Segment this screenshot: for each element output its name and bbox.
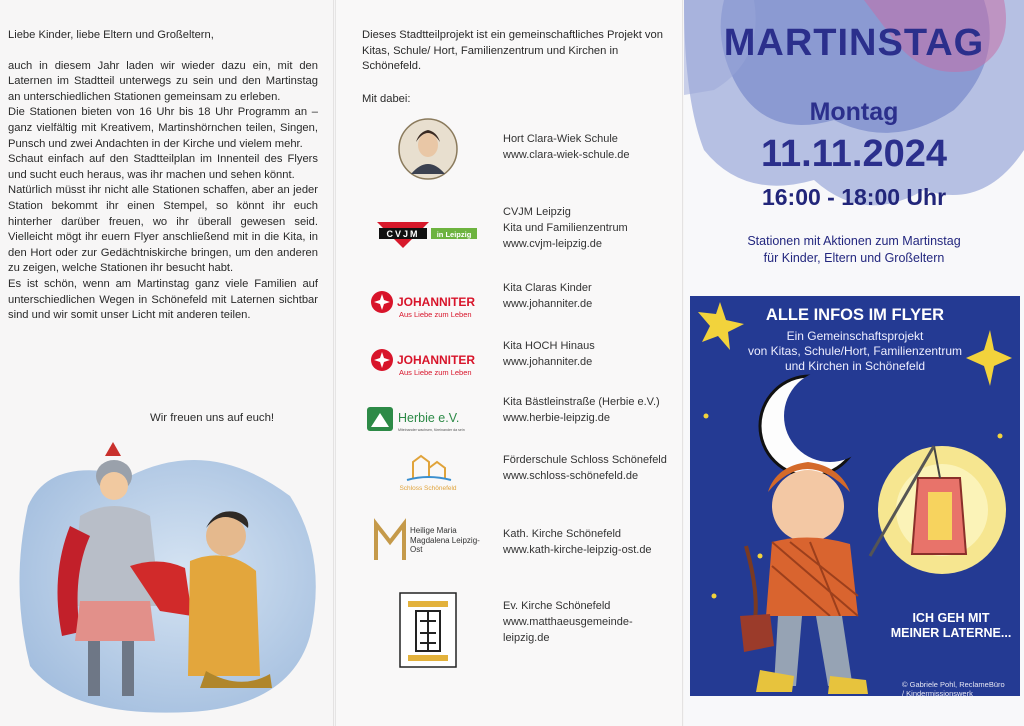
partner-entry	[336, 446, 682, 500]
partner-link[interactable]: www.cvjm-leipzig.de	[503, 238, 603, 250]
partner-name: Förderschule Schloss Schönefeld	[503, 454, 667, 466]
lantern-slogan-line: ICH GEH MIT	[912, 611, 990, 625]
partner-name: Ev. Kirche Schönefeld	[503, 600, 611, 612]
cover-weekday: Montag	[809, 98, 899, 126]
schloss-schoenefeld-logo	[364, 446, 492, 500]
panel-cover	[684, 0, 1024, 726]
letter-paragraph: Schaut einfach auf den Stadtteilplan im Innenteil des Flyers und sucht euch heraus, was ihr machen und sehen könnt.	[8, 153, 318, 181]
partner-text	[503, 338, 595, 370]
johanniter-logo	[364, 278, 492, 334]
info-box-line: von Kitas, Schule/Hort, Familienzentrum	[747, 344, 963, 358]
clara-wieck-portrait	[364, 118, 492, 180]
johanniter-logo-text: JOHANNITER	[397, 295, 476, 309]
info-box-line: und Kirchen in Schönefeld	[784, 359, 926, 373]
partner-name: Kita HOCH Hinaus	[503, 340, 595, 352]
partner-name: CVJM Leipzig	[503, 206, 571, 218]
project-intro: Dieses Stadtteilprojekt ist ein gemeinschaftliches Projekt von Kitas, Schule/ Hort, Familienzentrum und Kirchen in Schönefeld.	[362, 29, 663, 73]
johanniter-logo	[364, 336, 492, 392]
partner-link[interactable]: www.johanniter.de	[503, 298, 593, 310]
cvjm-logo-sub: in Leipzig	[436, 230, 472, 239]
maria-magdalena-logo	[364, 516, 492, 566]
partner-text	[503, 394, 660, 426]
panel-partners	[336, 0, 682, 726]
partner-name: Hort Clara-Wiek Schule	[503, 133, 618, 145]
cover-date: 11.11.2024	[761, 133, 947, 175]
cvjm-logo	[364, 204, 492, 260]
letter-greeting: Liebe Kinder, liebe Eltern und Großeltern,	[8, 29, 214, 41]
st-martin-illustration	[10, 436, 328, 718]
partner-text	[503, 131, 630, 163]
partner-entry	[336, 204, 682, 260]
info-box-line: Ein Gemeinschaftsprojekt	[786, 329, 924, 343]
letter-paragraph: Natürlich müsst ihr nicht alle Stationen schaffen, aber an jeder Station bekommt ihr einen Stempel, so könnt ihr euch hinterher darüber freuen, wo ihr überall gewesen seid. Vielleicht mögt ihr euern Flyer anschließend mit in die Kita, in den Hort oder zur Gedächtniskirche bringen, um den anderen zu zeigen, welche Stationen ihr besucht habt.	[8, 184, 318, 275]
partner-text	[503, 598, 633, 646]
info-box-title: ALLE INFOS IM FLYER	[765, 306, 945, 324]
participants-heading: Mit dabei:	[362, 93, 411, 105]
partner-link[interactable]: www.matthaeusgemeinde-	[503, 616, 633, 628]
partner-link[interactable]: www.clara-wiek-schule.de	[503, 149, 630, 161]
herbie-logo-sub: Miteinander wachsen, füreinander da sein	[398, 428, 465, 432]
partner-name: Kath. Kirche Schönefeld	[503, 528, 622, 540]
partner-name: Kita Bästleinstraße (Herbie e.V.)	[503, 396, 660, 408]
johanniter-logo-sub: Aus Liebe zum Leben	[399, 310, 472, 319]
partner-link[interactable]: www.herbie-leipzig.de	[503, 412, 610, 424]
letter-paragraph: Die Stationen bieten von 16 Uhr bis 18 Uhr Programm an – ganz vielfältig mit Kreativem, Martinshörnchen teilen, Singen, Punsch und zwei Andachten in der Kirche und vielem mehr.	[8, 106, 318, 150]
partner-text	[503, 452, 667, 484]
cvjm-logo-text: CVJM	[386, 229, 420, 239]
partner-text	[503, 526, 652, 558]
cover-subtitle: für Kinder, Eltern und Großeltern	[763, 251, 945, 265]
cover-time: 16:00 - 18:00 Uhr	[761, 184, 947, 210]
partner-entry	[336, 516, 682, 566]
church-logo	[364, 590, 492, 670]
illustration-credit	[902, 680, 1005, 698]
johanniter-logo-sub: Aus Liebe zum Leben	[399, 368, 472, 377]
letter-closing: Wir freuen uns auf euch!	[150, 412, 275, 424]
panel-letter	[0, 0, 333, 726]
credit-line: © Gabriele Pohl, ReclameBüro	[902, 680, 1005, 689]
info-box	[690, 296, 1020, 696]
cover-subtitle: Stationen mit Aktionen zum Martinstag	[747, 234, 961, 248]
lantern-slogan	[876, 611, 1024, 641]
partner-name: Kita Claras Kinder	[503, 282, 592, 294]
credit-line: / Kindermissionswerk	[902, 689, 973, 698]
partner-link[interactable]: www.johanniter.de	[503, 356, 593, 368]
partner-link[interactable]: www.kath-kirche-leipzig-ost.de	[503, 544, 652, 556]
letter-paragraph: auch in diesem Jahr laden wir wieder dazu ein, mit den Laternen im Stadtteil unterwegs zu sein und den Martinstag an unterschiedlichen Stationen gemeinsam zu erleben.	[8, 59, 318, 103]
herbie-logo-text: Herbie e.V.	[398, 411, 460, 425]
welcome-letter	[8, 28, 318, 324]
letter-paragraph: Es ist schön, wenn am Martinstag ganz viele Familien auf unterschiedlichen Wegen in Schönefeld mit Laternen sichtbar sind und wir somit unser Licht mit anderen teilen.	[8, 277, 318, 322]
info-box-text	[690, 329, 1020, 374]
partner-text	[503, 204, 628, 252]
cover-title: MARTINSTAG	[723, 22, 985, 64]
partner-entry	[336, 278, 682, 334]
herbie-logo	[364, 392, 492, 448]
johanniter-logo-text: JOHANNITER	[397, 353, 476, 367]
partner-entry	[336, 590, 682, 670]
partner-text	[503, 280, 592, 312]
partner-entry	[336, 336, 682, 392]
partner-link-cont[interactable]: leipzig.de	[503, 632, 550, 644]
schloss-logo-text: Schloss Schönefeld	[399, 485, 457, 492]
partner-link[interactable]: www.schloss-schönefeld.de	[503, 470, 639, 482]
partner-entry	[336, 118, 682, 180]
maria-logo-text: Heilige Maria Magdalena Leipzig-Ost	[410, 526, 480, 554]
partner-detail: Kita und Familienzentrum	[503, 222, 628, 234]
partner-entry	[336, 392, 682, 448]
lantern-slogan-line: MEINER LATERNE...	[890, 626, 1012, 640]
